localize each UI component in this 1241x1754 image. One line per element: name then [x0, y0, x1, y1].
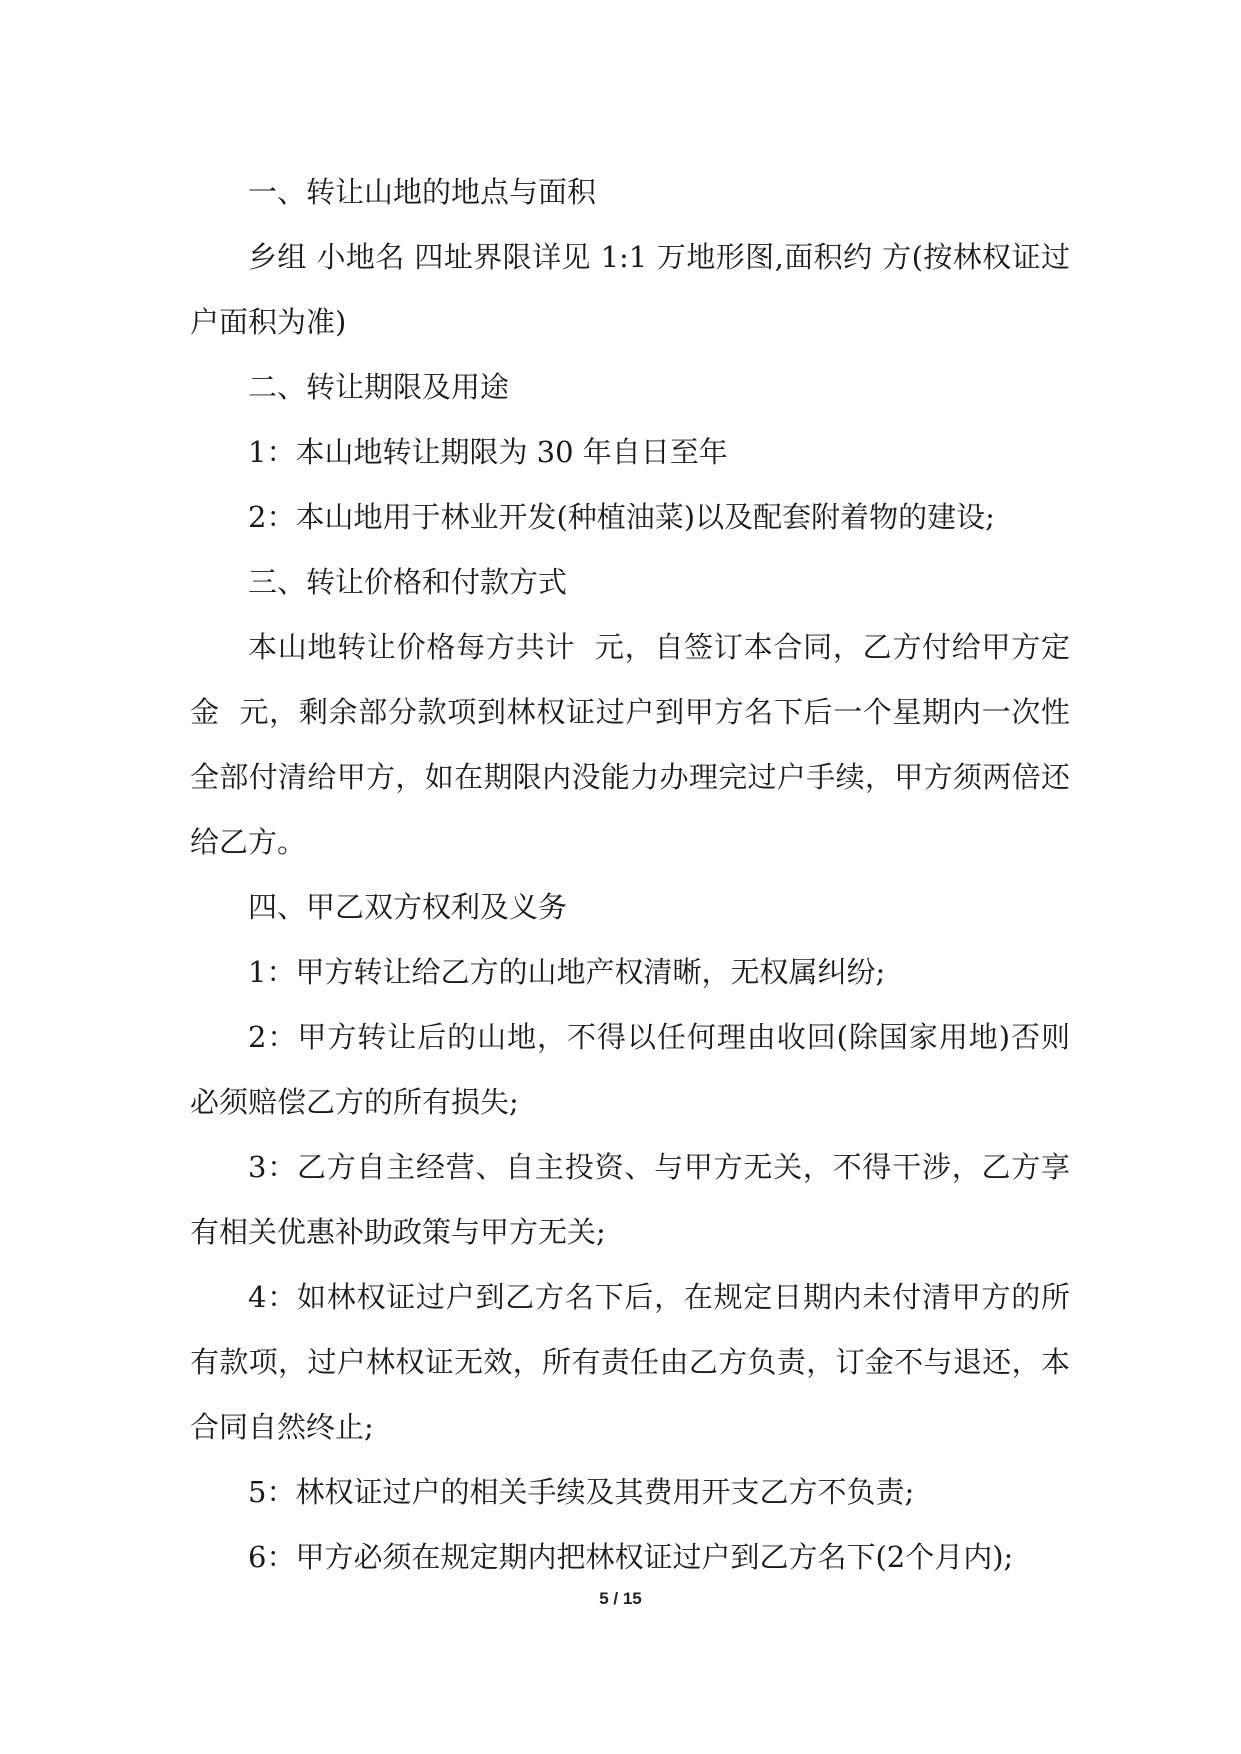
paragraph-rights-item-1: 1：甲方转让给乙方的山地产权清晰，无权属纠纷; [248, 955, 886, 989]
section-heading-term-usage: 二、转让期限及用途 [248, 370, 510, 404]
paragraph-rights-item-4: 4：如林权证过户到乙方名下后，在规定日期内未付清甲方的所有款项，过户林权证无效，所有责任由乙方负责，订金不与退还，本合同自然终止; [190, 1280, 1070, 1444]
paragraph-rights-item-5: 5：林权证过户的相关手续及其费用开支乙方不负责; [248, 1475, 915, 1509]
paragraph-term-item-1: 1：本山地转让期限为 30 年自日至年 [248, 435, 728, 469]
paragraph-price-detail: 本山地转让价格每方共计 元，自签订本合同，乙方付给甲方定金 元，剩余部分款项到林权证过户到甲方名下后一个星期内一次性全部付清给甲方，如在期限内没能力办理完过户手续，甲方须两倍还给乙方。 [190, 630, 1070, 859]
document-body [190, 160, 1070, 1590]
paragraph-location-detail: 乡组 小地名 四址界限详见 1:1 万地形图,面积约 方(按林权证过户面积为准) [190, 240, 1070, 339]
paragraph-rights-item-3: 3：乙方自主经营、自主投资、与甲方无关，不得干涉，乙方享有相关优惠补助政策与甲方无关; [190, 1150, 1070, 1249]
paragraph-term-item-2: 2：本山地用于林业开发(种植油菜)以及配套附着物的建设; [248, 500, 995, 534]
section-heading-price-payment: 三、转让价格和付款方式 [248, 565, 568, 599]
paragraph-rights-item-2: 2：甲方转让后的山地，不得以任何理由收回(除国家用地)否则必须赔偿乙方的所有损失; [190, 1020, 1070, 1119]
section-heading-location-area: 一、转让山地的地点与面积 [248, 175, 597, 209]
section-heading-rights-obligations: 四、甲乙双方权利及义务 [248, 890, 568, 924]
paragraph-rights-item-6: 6：甲方必须在规定期内把林权证过户到乙方名下(2个月内); [248, 1540, 1014, 1574]
page-number: 5 / 15 [599, 1589, 642, 1608]
